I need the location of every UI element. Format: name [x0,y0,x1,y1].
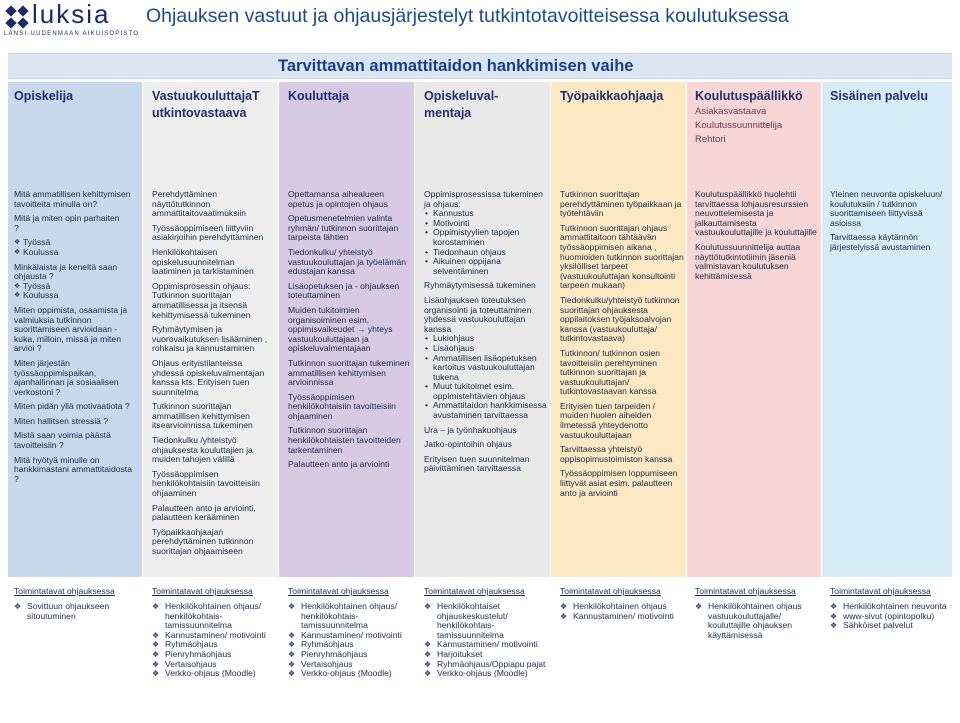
task-text: Tarvittaessa yhteistyö oppisopimustoimiston kanssa [560,444,673,464]
column-heading-vastuukouluttaja: VastuukouluttajaT utkintovastaava [152,89,260,120]
bullet-list [424,334,548,420]
task-text: Ryhmäytymisen ja vuorovaikutuksen lisääminen , rohkaisu ja kannustaminen [152,324,268,354]
toimintatavat-list-kouluttaja [288,602,412,679]
list-item: • Muut tukitoimet esim. oppimistehtävien ohjaus [424,382,548,401]
list-item: • Ammatillisen lisäopetuksen kartoitus vastuukouluttajan tukena [424,354,548,383]
column-body-opiskelija [14,190,138,489]
task-text: Työssäoppimiseen liittyviin asiakirjoihin perehdyttäminen [152,222,264,243]
column-bg-7 [822,82,952,577]
list-item: ❖ Työssä [14,238,138,248]
task-text: Opetusmenetelmien valinta ryhmän/ tutkinnon suorittajan tarpeista lähtien [288,213,399,243]
column-heading-koulutuspaallikko: Koulutuspäällikkö Asiakasvastaava Koulutussuunnittelija Rehtori [695,89,803,145]
task-text: Erityisen tuen suunnitelman päivittäminen tarvittaessa [424,453,530,474]
list-item: ❖ Ryhmäohjaus [288,640,412,650]
bullet-list [14,282,138,301]
task-text: Lisäopetuksen ja - ohjauksen toteuttaminen [288,280,400,301]
task-text: Työssäoppimisen loppumiseen liittyvät asiat esim. palautteen anto ja arviointi [560,468,678,498]
task-text: Ryhmäytymisessä tukeminen [424,280,536,291]
list-item: ❖ Ryhmäohjaus/Oppiapu pajat [424,660,548,670]
toimintatavat-list-tyopaikkaohjaaja [560,602,684,621]
page-title: Ohjauksen vastuut ja ohjausjärjestelyt tutkintotavoitteisessa koulutuksessa [146,5,789,27]
toimintatavat-title: Toimintatavat ohjauksessa [424,586,525,596]
task-text: Lisäohjauksen toteutuksen organisointi ja toteuttaminen yhdessä vastuukouluttajan kanssa [424,294,532,334]
task-text: Erityisen tuen tarpeiden / muiden huolen aiheiden ilmetessä yhteydenotto vastuukouluttajaan [560,400,656,440]
toimintatavat-list-vastuukouluttaja [152,602,276,679]
task-text: Tiedonkulku/yhteistyö tutkinnon suorittajan ohjauksesta oppilaitoksen työjaksoalvojan kanssa (vastuukouluttaja/ tutkintovastaava) [560,294,680,344]
list-item: ❖ www-sivut (opintopolku) [830,612,950,622]
column-heading-kouluttaja: Kouluttaja [288,89,350,103]
list-item: ❖ Harjoitukset [424,650,548,660]
toimintatavat-list-sisainen-palvelu [830,602,950,631]
list-item: ❖ Työssä [14,282,138,292]
task-text: Tutkinnon suorittajan ammatillisen kehittymisen itsearvioinnissa tukeminen [152,401,253,431]
question-text: Miten oppimista, osaamista ja valmiuksia tutkinnon suorittamiseen arvioidaan - kuka, milloin, missä ja miten arvioi ? [14,304,128,354]
list-item: • Tiedonhaun ohjaus [424,248,548,258]
question-text: Mitä ja miten opin parhaiten ? [14,213,120,233]
subtitle-bar [8,53,952,79]
list-item: ❖ Pienryhmäohjaus [288,650,412,660]
task-text: Tutkinnon suorittajan tukeminen ammatillisen kehittymisen arvioinnissa [288,357,410,388]
column-body-tyopaikkaohjaaja [560,190,684,503]
list-item: ❖ Kannustaminen/ motivointi [152,631,276,641]
list-item: ❖ Henkilökohtainen neuvonta [830,602,950,612]
logo [4,0,140,40]
list-item: ❖ Henkilökohtaiset ohjauskeskustelut/ henkilökohtais-tamissuunnitelma [424,602,548,640]
task-text: Oppimisprosessin ohjaus: Tutkinnon suorittajan ammatillisessa ja itsensä kehittymisessä tukeminen [152,280,251,320]
task-text: Koulutussuunnittelija auttaa näyttötutkintotiimin jäseniä valmistavan koulutuksen kehittämisessä [695,241,801,281]
list-item: ❖ Kannustaminen/ motivointi [560,612,684,622]
task-text: Palautteen anto ja arviointi [288,459,390,470]
list-item: ❖ Vertaisohjaus [288,660,412,670]
list-item: ❖ Verkko-ohjaus (Moodle) [152,669,276,679]
list-item: ❖ Kannustaminen/ motivointi [424,640,548,650]
section-subtitle: Tarvittavan ammattitaidon hankkimisen vaihe [278,57,634,75]
column-heading-opiskeluvalmentaja: Opiskeluval- mentaja [424,89,499,120]
list-item: • Oppimistyylien tapojen korostaminen [424,228,548,247]
task-text: Opettamansa aihealueen opetus ja opintojen ohjaus [288,189,388,209]
list-item: ❖ Verkko-ohjaus (Moodle) [424,669,548,679]
task-text: Tiedonkulku/ yhteistyö vastuukouluttajan ja työelämän edustajan kanssa [288,246,407,277]
toimintatavat-title: Toimintatavat ohjauksessa [830,586,931,596]
task-text: Jatko-opintoihin ohjaus [424,439,512,450]
column-body-koulutuspaallikko [695,190,817,286]
toimintatavat-title: Toimintatavat ohjauksessa [695,586,796,596]
task-text: Tiedonkulku /yhteistyö ohjauksesta kouluttajien ja muiden tahojen välillä [152,435,253,465]
task-text: Ura – ja työnhakuohjaus [424,424,517,435]
list-item: ❖ Koulussa [14,291,138,301]
task-text: Ohjaus erityistilanteissa yhdessä opiskeluvalmentajan kanssa kts. Erityisen tuen suunnitelma [152,357,265,397]
list-item: ❖ Henkilökohtainen ohjaus [560,602,684,612]
task-text: Yleinen neuvonta opiskeluun/ koulutuksiin / tutkinnon suorittamiseen liittyvissä asioissa [830,189,943,228]
toimintatavat-title: Toimintatavat ohjauksessa [288,586,389,596]
task-text: Työssäoppimisen henkilökohtaisiin tavoitteisiin ohjaaminen [152,468,260,499]
question-text: Mitä ammatillisen kehittymisen tavoitteita minulla on? [14,189,131,209]
toimintatavat-list-opiskelija [14,602,138,621]
toimintatavat-title: Toimintatavat ohjauksessa [560,586,661,596]
task-text: Henkilökohtaisen opiskelusuunnitelman laatiminen ja tarkistaminen [152,246,254,277]
task-text: Koulutuspäällikkö huolehtii tarvittaessa lohjausresurssien neuvottelemisesta ja jalkauttamisesta vastuukouluttajille ja kouluttajille [695,189,817,238]
task-text: Työssäoppimisen henkilökohtaisiin tavoitteisiin ohjaaminen [288,391,396,421]
question-text: Minkälaista ja keneltä saan ohjausta ? [14,261,118,282]
list-item: ❖ Henkilökohtainen ohjaus vastuukouluttajalle/ kouluttajille ohjauksen käyttämisessä [695,602,817,640]
toimintatavat-list-koulutuspaallikko [695,602,817,640]
list-item: ❖ Verkko-ohjaus (Moodle) [288,669,412,679]
task-text: Tutkinnon/ tutkinnon osien tavoitteisiin perehtyminen tutkinnon suorittajan ja vastuukouluttajan/ tutkintovastaavan kanssa [560,347,661,397]
column-heading-sisainen-palvelu: Sisäinen palvelu [830,89,928,103]
list-item: • Aikuinen oppijana selventäminen [424,257,548,276]
list-item: • Lisäohjaus [424,344,548,354]
luksia-logo-icon [4,4,30,30]
task-text: Työpaikkaohjaajan perehdyttäminen tutkinnon suorittajan ohjaamiseen [152,526,254,556]
list-item: ❖ Kannustaminen/ motivointi [288,631,412,641]
column-body-kouluttaja [288,190,412,475]
question-text: Miten hallitsen stressiä ? [14,415,109,426]
list-item: ❖ Sovittuun ohjaukseen sitoutuminen [14,602,138,621]
bullet-list [424,209,548,276]
toimintatavat-list-opiskeluvalmentaja [424,602,548,679]
logo-subtitle: LÄNSI-UUDENMAAN AIKUISOPISTO [4,31,140,37]
column-heading-opiskelija: Opiskelija [14,89,74,103]
task-text: Tarvittaessa käytännön järjestelyissä avustaminen [830,232,931,252]
question-text: Mitä hyötyä minulle on hankkimastani ammattitaidosta ? [14,454,132,484]
column-body-sisainen-palvelu [830,190,950,258]
task-text: Tutkinnon suorittajan henkilökohtaisten tavoitteiden tarkentaminen [288,425,401,455]
list-item: ❖ Koulussa [14,248,138,258]
list-item: ❖ Pienryhmäohjaus [152,650,276,660]
question-text: Mistä saan voimia päästä tavoitteisiin ? [14,430,111,451]
list-item: • Kannustus [424,209,548,219]
list-item: ❖ Vertaisohjaus [152,660,276,670]
list-item: • Lukiohjaus [424,334,548,344]
list-item: ❖ Ryhmäohjaus [152,640,276,650]
question-text: Miten pidän yllä motivaatiota ? [14,401,130,412]
column-body-opiskeluvalmentaja [424,190,548,479]
toimintatavat-title: Toimintatavat ohjauksessa [152,586,253,596]
column-bg-6 [687,82,821,577]
task-text: Muiden tukitoimien organisoiminen esim. oppimisvaikeudet → yhteys vastuukouluttajaan ja opiskeluvalmentajaan [288,304,393,354]
task-text: Perehdyttäminen näyttötutkinnon ammattitaitovaatimuksiin [152,189,247,219]
bullet-list [14,238,138,257]
question-text: Miten järjestän työssäoppimispaikan, ajanhallinnan ja sosiaalisen verkostoni ? [14,357,119,397]
logo-text: luksia [32,0,111,29]
list-item: ❖ Henkilökohtainen ohjaus/ henkilökohtais-tamissuunnitelma [288,602,412,631]
toimintatavat-title: Toimintatavat ohjauksessa [14,586,115,596]
column-heading-tyopaikkaohjaaja: Työpaikkaohjaaja [560,89,664,103]
list-item: • Ammattitaidon hankkimisessa avustaminen tarvittaessa [424,401,548,420]
column-body-vastuukouluttaja [152,190,276,562]
task-text: Palautteen anto ja arviointi, palautteen kerääminen [152,502,256,523]
task-text: Tutkinnon suorittajan ohjaus ammattitaitoon tähtäävän työssäoppimisen aikana , huomioiden tutkinnon suorittajan yksilölliset tarpeet (vastuukouluttajan konsultointi tarpeen mukaan) [560,222,684,291]
task-text: Oppimisprosessissa tukeminen ja ohjaus: [424,189,543,209]
list-item: ❖ Henkilökohtainen ohjaus/ henkilökohtais-tamissuunnitelma [152,602,276,631]
task-text: Tutkinnon suorittajan perehdyttäminen työpaikkaan ja työtehtäviin [560,189,682,219]
list-item: ❖ Sähköiset palvelut [830,621,950,631]
list-item: • Motivointi [424,219,548,229]
